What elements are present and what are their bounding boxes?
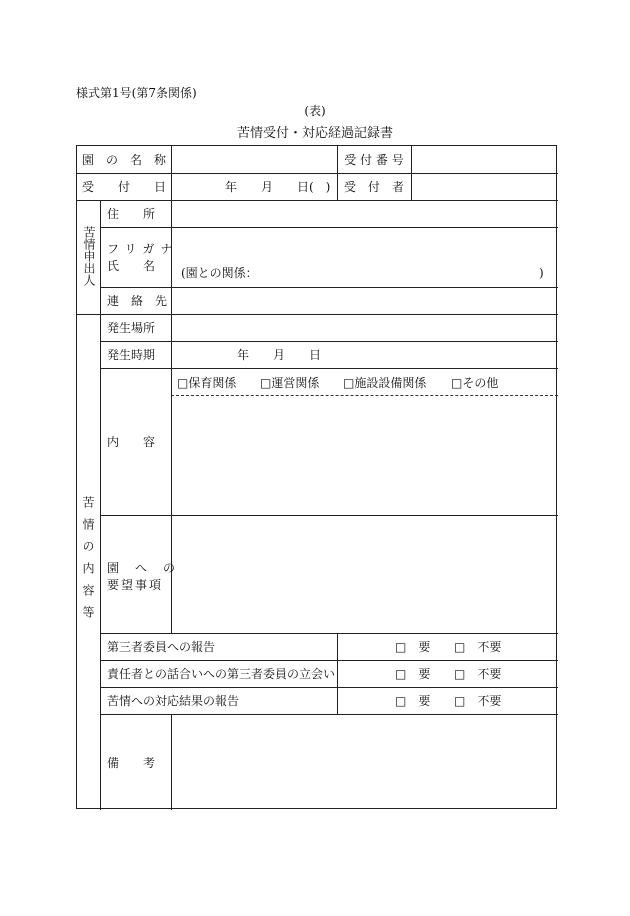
- col-divider: [411, 146, 412, 200]
- receiver-label: 受 付 者: [343, 180, 404, 194]
- report-item-yes-checkbox[interactable]: □ 要: [395, 640, 431, 654]
- document-title: 苦情受付・対応経過記録書: [236, 126, 393, 141]
- col-divider: [171, 200, 172, 314]
- relation-close: ): [539, 266, 544, 280]
- category-childcare-checkbox[interactable]: □保育関係: [177, 376, 237, 390]
- row-divider: [100, 515, 558, 516]
- report-item-no-checkbox[interactable]: □ 不要: [454, 694, 502, 708]
- row-divider: [77, 200, 558, 201]
- report-item-label: 苦情への対応結果の報告: [107, 694, 240, 708]
- report-item-label: 責任者との話合いへの第三者委員の立会い: [107, 667, 336, 681]
- report-item-label: 第三者委員への報告: [107, 640, 216, 654]
- request-label-line1: 園 へ の: [107, 561, 178, 575]
- category-facility-checkbox[interactable]: □施設設備関係: [343, 376, 427, 390]
- receipt-date-template: 年 月 日( ): [225, 180, 331, 194]
- row-divider: [100, 660, 558, 661]
- col-divider: [171, 146, 172, 200]
- receipt-date-label: 受 付 日: [81, 180, 166, 194]
- place-label: 発生場所: [107, 321, 156, 335]
- garden-name-label: 園 の 名 称: [81, 153, 166, 167]
- category-divider: [171, 395, 558, 396]
- complaint-record-form: [76, 145, 557, 809]
- receipt-number-label: 受 付 番 号: [344, 153, 404, 167]
- name-label: 氏 名: [107, 259, 156, 273]
- col-divider: [171, 714, 172, 810]
- content-label: 内 容: [107, 435, 156, 449]
- col-divider: [337, 633, 338, 714]
- row-divider: [100, 633, 558, 634]
- col-divider: [100, 314, 101, 810]
- row-divider: [77, 314, 558, 315]
- report-item-no-checkbox[interactable]: □ 不要: [454, 667, 502, 681]
- time-template: 年 月 日: [237, 348, 322, 362]
- row-divider: [100, 287, 558, 288]
- col-divider: [171, 314, 172, 633]
- form-number: 様式第1号(第7条関係): [76, 86, 197, 100]
- furigana-label: フリガナ: [107, 242, 179, 256]
- row-divider: [100, 714, 558, 715]
- address-label: 住 所: [107, 207, 156, 221]
- row-divider: [100, 687, 558, 688]
- contact-label: 連 絡 先: [107, 294, 168, 308]
- content-section-label: 苦情の内容等: [81, 496, 95, 628]
- time-label: 発生時期: [107, 348, 156, 362]
- row-divider: [77, 173, 558, 174]
- complainant-section-label: 苦情申出人: [82, 226, 96, 286]
- row-divider: [100, 227, 558, 228]
- request-label-line2: 要望事項: [107, 578, 164, 592]
- report-item-yes-checkbox[interactable]: □ 要: [395, 694, 431, 708]
- side-indicator: (表): [304, 104, 326, 118]
- row-divider: [100, 341, 558, 342]
- remarks-label: 備 考: [107, 756, 156, 770]
- report-item-no-checkbox[interactable]: □ 不要: [454, 640, 502, 654]
- relation-field: (園との関係：: [181, 266, 258, 280]
- category-operation-checkbox[interactable]: □運営関係: [260, 376, 320, 390]
- row-divider: [100, 368, 558, 369]
- category-other-checkbox[interactable]: □その他: [451, 376, 499, 390]
- col-divider: [100, 200, 101, 314]
- report-item-yes-checkbox[interactable]: □ 要: [395, 667, 431, 681]
